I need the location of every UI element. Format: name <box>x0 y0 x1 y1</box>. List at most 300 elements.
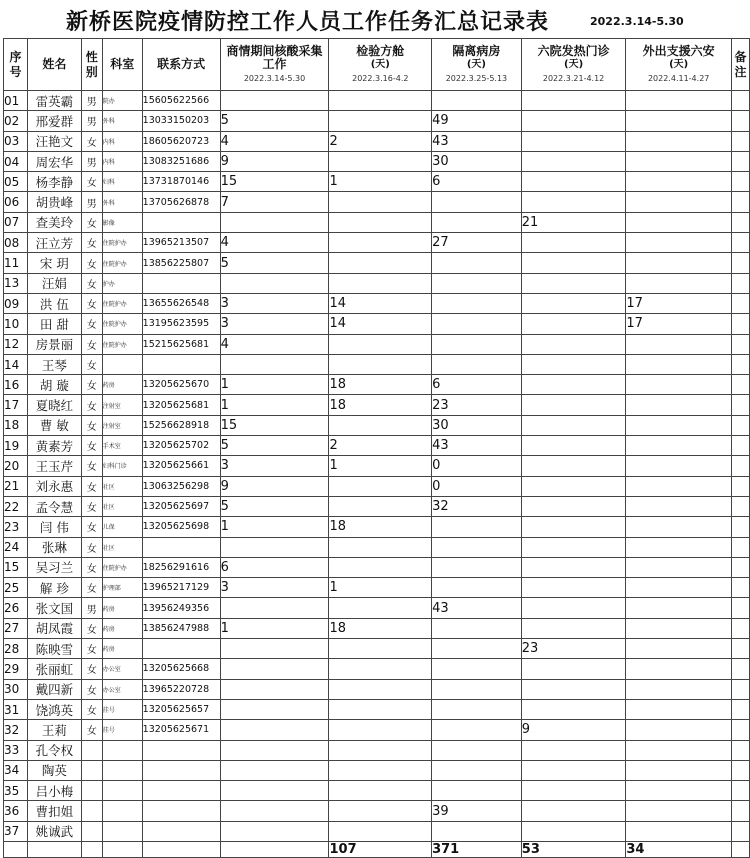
row-name: 汪艳文 <box>27 131 81 151</box>
row-name: 查美玲 <box>27 212 81 232</box>
row-name: 吕小梅 <box>27 781 81 801</box>
row-dept <box>102 781 142 801</box>
row-name: 夏晓红 <box>27 395 81 415</box>
row-phone: 13205625697 <box>142 496 220 516</box>
row-index: 35 <box>4 781 28 801</box>
header-c4-label: 六院发热门诊 <box>537 43 610 58</box>
row-nucleic-days: 5 <box>220 111 329 131</box>
row-cabin-days <box>329 212 432 232</box>
row-nucleic-days <box>220 740 329 760</box>
row-fever-clinic-days <box>521 334 626 354</box>
row-phone <box>142 639 220 659</box>
row-index: 07 <box>4 212 28 232</box>
row-phone: 13205625657 <box>142 699 220 719</box>
row-nucleic-days: 1 <box>220 395 329 415</box>
table-row <box>4 172 750 192</box>
row-cabin-days <box>329 192 432 212</box>
row-dept: 妇科 <box>102 172 142 192</box>
row-sex: 女 <box>81 699 102 719</box>
row-note <box>731 354 749 374</box>
row-sex: 女 <box>81 233 102 253</box>
row-isolation-days <box>432 740 522 760</box>
row-dept: 影像 <box>102 212 142 232</box>
row-sex: 女 <box>81 496 102 516</box>
row-note <box>731 618 749 638</box>
row-isolation-days <box>432 659 522 679</box>
row-index: 18 <box>4 415 28 435</box>
row-name: 陶英 <box>27 760 81 780</box>
row-note <box>731 111 749 131</box>
row-phone: 13205625661 <box>142 456 220 476</box>
row-nucleic-days <box>220 354 329 374</box>
table-row <box>4 273 750 293</box>
header-lab-cabin <box>329 39 432 91</box>
row-fever-clinic-days <box>521 618 626 638</box>
row-index: 14 <box>4 354 28 374</box>
row-cabin-days: 14 <box>329 293 432 313</box>
row-name: 雷英霸 <box>27 91 81 111</box>
row-cabin-days: 18 <box>329 375 432 395</box>
table-row <box>4 578 750 598</box>
row-cabin-days <box>329 233 432 253</box>
row-phone: 13195623595 <box>142 314 220 334</box>
row-sex: 女 <box>81 293 102 313</box>
row-cabin-days <box>329 760 432 780</box>
row-note <box>731 151 749 171</box>
row-nucleic-days <box>220 679 329 699</box>
total-c4: 53 <box>521 841 626 857</box>
row-dept: 药房 <box>102 375 142 395</box>
row-phone <box>142 801 220 821</box>
row-cabin-days: 2 <box>329 131 432 151</box>
row-name: 杨李静 <box>27 172 81 192</box>
row-note <box>731 699 749 719</box>
row-phone: 13856247988 <box>142 618 220 638</box>
header-name: 姓名 <box>27 39 81 91</box>
row-dept: 外科 <box>102 192 142 212</box>
row-sex: 女 <box>81 172 102 192</box>
header-c4-dates: 2022.3.21-4.12 <box>542 73 605 83</box>
row-name: 闫 伟 <box>27 517 81 537</box>
row-fever-clinic-days <box>521 456 626 476</box>
row-nucleic-days: 3 <box>220 578 329 598</box>
row-isolation-days <box>432 557 522 577</box>
header-support-luan <box>626 39 732 91</box>
row-name: 张琳 <box>27 537 81 557</box>
header-dept: 科室 <box>102 39 142 91</box>
row-index: 36 <box>4 801 28 821</box>
row-fever-clinic-days <box>521 659 626 679</box>
row-index: 08 <box>4 233 28 253</box>
table-row <box>4 91 750 111</box>
row-index: 29 <box>4 659 28 679</box>
table-row <box>4 354 750 374</box>
row-fever-clinic-days <box>521 598 626 618</box>
table-row <box>4 334 750 354</box>
total-c1 <box>220 841 329 857</box>
totals-row <box>4 841 750 857</box>
row-support-days <box>626 354 732 374</box>
row-cabin-days <box>329 415 432 435</box>
table-row <box>4 679 750 699</box>
row-dept: 挂号 <box>102 699 142 719</box>
row-note <box>731 334 749 354</box>
row-nucleic-days: 7 <box>220 192 329 212</box>
row-dept: 内科 <box>102 151 142 171</box>
row-name: 吴习兰 <box>27 557 81 577</box>
row-sex: 女 <box>81 354 102 374</box>
row-isolation-days: 6 <box>432 375 522 395</box>
row-phone <box>142 821 220 841</box>
row-nucleic-days: 1 <box>220 618 329 638</box>
row-nucleic-days <box>220 212 329 232</box>
row-sex <box>81 740 102 760</box>
row-sex <box>81 781 102 801</box>
row-index: 06 <box>4 192 28 212</box>
row-isolation-days <box>432 537 522 557</box>
row-support-days <box>626 131 732 151</box>
row-dept: 妇科门诊 <box>102 456 142 476</box>
row-cabin-days <box>329 151 432 171</box>
table-row <box>4 496 750 516</box>
row-index: 10 <box>4 314 28 334</box>
row-note <box>731 253 749 273</box>
table-row <box>4 557 750 577</box>
row-sex: 女 <box>81 456 102 476</box>
row-note <box>731 172 749 192</box>
row-fever-clinic-days <box>521 131 626 151</box>
row-sex: 女 <box>81 375 102 395</box>
row-name: 孟令慧 <box>27 496 81 516</box>
row-isolation-days: 43 <box>432 436 522 456</box>
row-dept: 住院护办 <box>102 314 142 334</box>
table-row <box>4 151 750 171</box>
row-sex: 女 <box>81 131 102 151</box>
row-sex: 女 <box>81 436 102 456</box>
row-nucleic-days: 5 <box>220 436 329 456</box>
row-phone: 15605622566 <box>142 91 220 111</box>
row-index: 13 <box>4 273 28 293</box>
row-index: 21 <box>4 476 28 496</box>
row-support-days <box>626 578 732 598</box>
row-support-days <box>626 476 732 496</box>
header-c3-dates: 2022.3.25-5.13 <box>445 73 508 83</box>
table-row <box>4 781 750 801</box>
row-fever-clinic-days: 9 <box>521 720 626 740</box>
row-fever-clinic-days <box>521 821 626 841</box>
row-note <box>731 740 749 760</box>
row-cabin-days: 1 <box>329 456 432 476</box>
row-index: 34 <box>4 760 28 780</box>
row-index: 02 <box>4 111 28 131</box>
row-sex: 女 <box>81 476 102 496</box>
table-row <box>4 233 750 253</box>
row-note <box>731 578 749 598</box>
row-dept: 院办 <box>102 91 142 111</box>
row-support-days <box>626 781 732 801</box>
row-fever-clinic-days <box>521 537 626 557</box>
header-c1-label: 商情期间核酸采集工作 <box>226 43 323 71</box>
row-name: 姚诚武 <box>27 821 81 841</box>
row-nucleic-days <box>220 760 329 780</box>
row-cabin-days: 14 <box>329 314 432 334</box>
page-title: 新桥医院疫情防控工作人员工作任务汇总记录表 <box>66 10 550 35</box>
row-note <box>731 192 749 212</box>
row-index: 15 <box>4 557 28 577</box>
row-support-days <box>626 618 732 638</box>
row-name: 胡贵峰 <box>27 192 81 212</box>
row-note <box>731 293 749 313</box>
table-row <box>4 253 750 273</box>
row-fever-clinic-days: 23 <box>521 639 626 659</box>
row-index: 31 <box>4 699 28 719</box>
total-cell-empty <box>4 841 28 857</box>
row-isolation-days <box>432 91 522 111</box>
row-dept <box>102 801 142 821</box>
header-c2-label: 检验方舱 <box>356 43 405 58</box>
row-cabin-days <box>329 821 432 841</box>
row-nucleic-days: 9 <box>220 476 329 496</box>
row-note <box>731 517 749 537</box>
row-name: 汪立芳 <box>27 233 81 253</box>
row-dept: 住院护办 <box>102 557 142 577</box>
header-c3-label: 隔离病房 <box>452 43 501 58</box>
row-name: 田 甜 <box>27 314 81 334</box>
table-row <box>4 192 750 212</box>
row-phone <box>142 273 220 293</box>
row-note <box>731 233 749 253</box>
row-sex: 女 <box>81 395 102 415</box>
row-note <box>731 801 749 821</box>
row-sex: 女 <box>81 314 102 334</box>
row-fever-clinic-days <box>521 740 626 760</box>
row-note <box>731 557 749 577</box>
row-cabin-days <box>329 557 432 577</box>
row-isolation-days <box>432 781 522 801</box>
row-support-days <box>626 375 732 395</box>
header-c5-label: 外出支援六安 <box>642 43 715 58</box>
row-sex: 男 <box>81 111 102 131</box>
row-nucleic-days: 6 <box>220 557 329 577</box>
row-dept: 社区 <box>102 537 142 557</box>
row-cabin-days <box>329 720 432 740</box>
row-support-days <box>626 801 732 821</box>
row-name: 刘永惠 <box>27 476 81 496</box>
row-support-days <box>626 273 732 293</box>
row-sex: 女 <box>81 639 102 659</box>
row-fever-clinic-days <box>521 415 626 435</box>
row-dept: 住院护办 <box>102 293 142 313</box>
row-note <box>731 496 749 516</box>
row-sex: 女 <box>81 334 102 354</box>
row-index: 25 <box>4 578 28 598</box>
row-dept <box>102 354 142 374</box>
header-row <box>4 39 750 91</box>
row-isolation-days <box>432 821 522 841</box>
row-index: 24 <box>4 537 28 557</box>
row-nucleic-days <box>220 699 329 719</box>
row-dept <box>102 821 142 841</box>
row-isolation-days <box>432 334 522 354</box>
row-support-days <box>626 740 732 760</box>
row-isolation-days: 32 <box>432 496 522 516</box>
row-note <box>731 821 749 841</box>
row-support-days <box>626 212 732 232</box>
row-phone: 13205625702 <box>142 436 220 456</box>
row-name: 汪娟 <box>27 273 81 293</box>
table-row <box>4 740 750 760</box>
row-cabin-days <box>329 354 432 374</box>
row-index: 11 <box>4 253 28 273</box>
row-cabin-days <box>329 273 432 293</box>
total-c5: 34 <box>626 841 732 857</box>
row-isolation-days: 30 <box>432 151 522 171</box>
row-index: 16 <box>4 375 28 395</box>
row-phone: 13705626878 <box>142 192 220 212</box>
row-nucleic-days: 15 <box>220 172 329 192</box>
row-nucleic-days <box>220 639 329 659</box>
row-name: 胡 璇 <box>27 375 81 395</box>
row-fever-clinic-days <box>521 517 626 537</box>
row-isolation-days <box>432 354 522 374</box>
row-phone: 13205625681 <box>142 395 220 415</box>
row-dept: 护理部 <box>102 578 142 598</box>
row-index: 33 <box>4 740 28 760</box>
row-fever-clinic-days <box>521 578 626 598</box>
row-cabin-days: 2 <box>329 436 432 456</box>
row-phone: 13205625671 <box>142 720 220 740</box>
table-row <box>4 293 750 313</box>
row-dept: 办公室 <box>102 679 142 699</box>
total-c2: 107 <box>329 841 432 857</box>
row-isolation-days: 49 <box>432 111 522 131</box>
header-sex: 性别 <box>81 39 102 91</box>
row-cabin-days <box>329 334 432 354</box>
row-name: 陈映雪 <box>27 639 81 659</box>
row-index: 30 <box>4 679 28 699</box>
row-name: 张文国 <box>27 598 81 618</box>
row-index: 37 <box>4 821 28 841</box>
row-isolation-days: 0 <box>432 456 522 476</box>
row-note <box>731 314 749 334</box>
row-fever-clinic-days <box>521 314 626 334</box>
row-dept: 药房 <box>102 639 142 659</box>
row-nucleic-days <box>220 720 329 740</box>
row-support-days: 17 <box>626 314 732 334</box>
row-name: 黄素芳 <box>27 436 81 456</box>
row-support-days <box>626 517 732 537</box>
row-cabin-days: 18 <box>329 517 432 537</box>
row-name: 解 珍 <box>27 578 81 598</box>
row-sex: 女 <box>81 578 102 598</box>
header-fever-clinic <box>521 39 626 91</box>
row-nucleic-days <box>220 659 329 679</box>
row-index: 09 <box>4 293 28 313</box>
row-note <box>731 415 749 435</box>
row-phone: 13655626548 <box>142 293 220 313</box>
row-name: 邢爱群 <box>27 111 81 131</box>
row-cabin-days <box>329 111 432 131</box>
row-support-days <box>626 456 732 476</box>
row-index: 19 <box>4 436 28 456</box>
row-nucleic-days <box>220 537 329 557</box>
table-row <box>4 476 750 496</box>
row-nucleic-days: 1 <box>220 375 329 395</box>
row-nucleic-days: 4 <box>220 131 329 151</box>
row-fever-clinic-days <box>521 91 626 111</box>
row-fever-clinic-days <box>521 557 626 577</box>
row-isolation-days <box>432 720 522 740</box>
row-nucleic-days: 3 <box>220 456 329 476</box>
row-fever-clinic-days <box>521 395 626 415</box>
header-isolation-ward <box>432 39 522 91</box>
table-row <box>4 375 750 395</box>
row-name: 房景丽 <box>27 334 81 354</box>
row-fever-clinic-days <box>521 476 626 496</box>
row-sex: 女 <box>81 415 102 435</box>
row-note <box>731 659 749 679</box>
row-phone: 13205625668 <box>142 659 220 679</box>
row-phone <box>142 537 220 557</box>
row-isolation-days <box>432 517 522 537</box>
row-index: 32 <box>4 720 28 740</box>
table-row <box>4 821 750 841</box>
header-c5-dates: 2022.4.11-4.27 <box>647 73 710 83</box>
table-row <box>4 212 750 232</box>
row-index: 28 <box>4 639 28 659</box>
row-phone <box>142 781 220 801</box>
row-dept: 住院护办 <box>102 334 142 354</box>
row-index: 17 <box>4 395 28 415</box>
row-phone <box>142 212 220 232</box>
row-cabin-days <box>329 659 432 679</box>
row-fever-clinic-days <box>521 496 626 516</box>
row-phone: 15256628918 <box>142 415 220 435</box>
row-support-days <box>626 760 732 780</box>
row-fever-clinic-days <box>521 293 626 313</box>
row-cabin-days <box>329 598 432 618</box>
table-row <box>4 537 750 557</box>
row-isolation-days: 6 <box>432 172 522 192</box>
row-note <box>731 679 749 699</box>
header-c3-unit: (天) <box>466 58 486 70</box>
row-note <box>731 131 749 151</box>
row-sex: 女 <box>81 537 102 557</box>
row-cabin-days <box>329 699 432 719</box>
row-nucleic-days: 15 <box>220 415 329 435</box>
row-index: 23 <box>4 517 28 537</box>
table-row <box>4 415 750 435</box>
row-phone: 13205625698 <box>142 517 220 537</box>
table-row <box>4 801 750 821</box>
row-sex <box>81 760 102 780</box>
row-index: 12 <box>4 334 28 354</box>
row-note <box>731 212 749 232</box>
row-isolation-days <box>432 253 522 273</box>
row-cabin-days: 18 <box>329 395 432 415</box>
row-cabin-days: 1 <box>329 578 432 598</box>
row-name: 胡凤霞 <box>27 618 81 638</box>
row-fever-clinic-days <box>521 354 626 374</box>
row-isolation-days <box>432 699 522 719</box>
row-dept: 儿保 <box>102 517 142 537</box>
row-cabin-days: 1 <box>329 172 432 192</box>
row-dept: 注射室 <box>102 395 142 415</box>
row-note <box>731 720 749 740</box>
row-note <box>731 436 749 456</box>
row-index: 20 <box>4 456 28 476</box>
row-name: 周宏华 <box>27 151 81 171</box>
